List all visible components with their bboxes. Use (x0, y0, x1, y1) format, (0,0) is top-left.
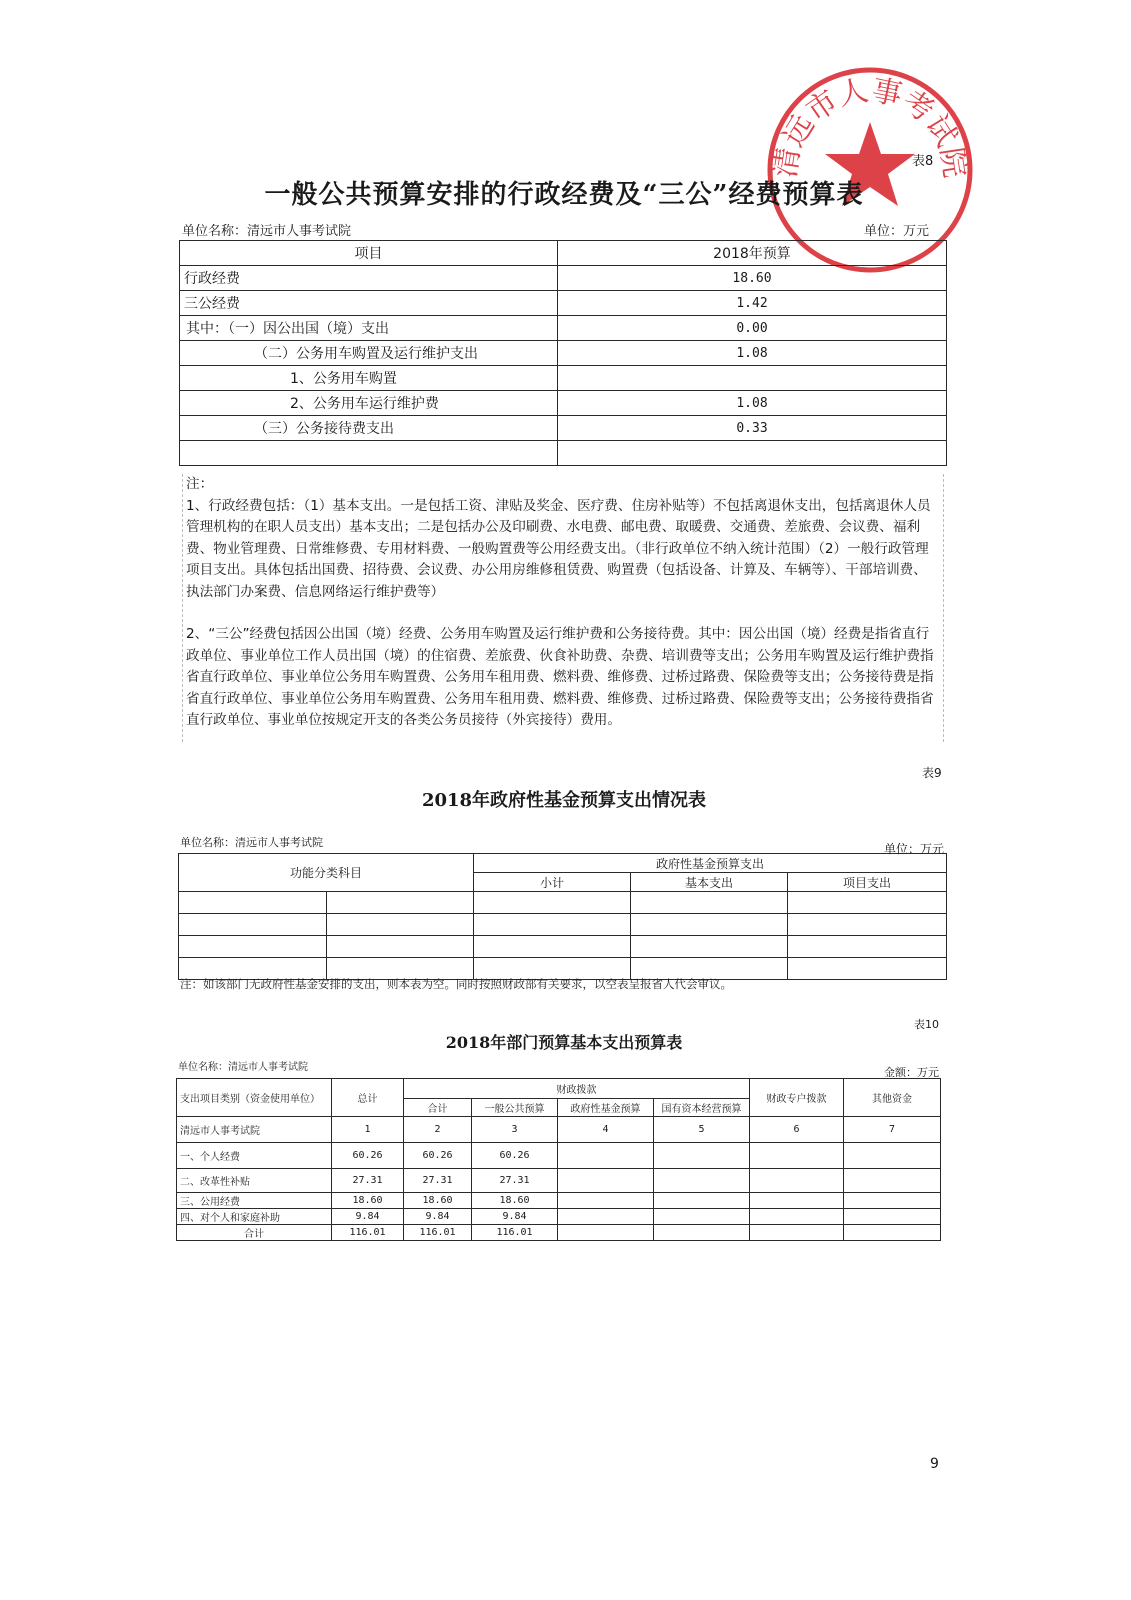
table8-header-row (180, 241, 947, 266)
cell: 27.31 (404, 1169, 472, 1193)
table9-tag: 表9 (922, 766, 942, 780)
notes-label: 注： (186, 476, 214, 492)
cell (654, 1193, 750, 1209)
page-number: 9 (930, 1456, 939, 1472)
row-value: 0.33 (558, 416, 947, 441)
cell: 4 (558, 1117, 654, 1143)
row-label: 四、对个人和家庭补助 (177, 1209, 332, 1225)
table8 (179, 240, 947, 466)
cell (558, 1143, 654, 1169)
table-row (180, 416, 947, 441)
table9-unit: 单位：万元 (884, 842, 945, 856)
table10-title: 2018年部门预算基本支出预算表 (445, 1033, 683, 1052)
row-label: 三、公用经费 (177, 1193, 332, 1209)
cell: 6 (750, 1117, 844, 1143)
table9-header-basic: 基本支出 (631, 873, 788, 892)
row-value (558, 366, 947, 391)
row-value (558, 441, 947, 466)
table-row (180, 391, 947, 416)
cell (654, 1209, 750, 1225)
cell: 116.01 (332, 1225, 404, 1241)
row-value: 0.00 (558, 316, 947, 341)
cell (750, 1169, 844, 1193)
cell: 116.01 (472, 1225, 558, 1241)
table-row (179, 892, 947, 914)
row-label: 二、改革性补贴 (177, 1169, 332, 1193)
cell (750, 1143, 844, 1169)
cell: 18.60 (472, 1193, 558, 1209)
table8-title: 一般公共预算安排的行政经费及“三公”经费预算表 (264, 180, 864, 210)
cell (844, 1225, 941, 1241)
table10-unit-name: 单位名称：清远市人事考试院 (178, 1062, 308, 1073)
row-label: 三公经费 (180, 291, 558, 316)
cell (558, 1209, 654, 1225)
cell (844, 1193, 941, 1209)
table-row (180, 366, 947, 391)
row-label: 一、个人经费 (177, 1143, 332, 1169)
cell: 9.84 (472, 1209, 558, 1225)
cell: 2 (404, 1117, 472, 1143)
table10-tag: 表10 (914, 1018, 939, 1031)
table10-header-special: 财政专户拨款 (750, 1079, 844, 1117)
cell (844, 1143, 941, 1169)
cell: 9.84 (332, 1209, 404, 1225)
table-row (180, 291, 947, 316)
table-row (180, 316, 947, 341)
table-row (177, 1169, 941, 1193)
cell (844, 1209, 941, 1225)
cell (750, 1193, 844, 1209)
table-row (180, 441, 947, 466)
cell (844, 1169, 941, 1193)
cell: 27.31 (332, 1169, 404, 1193)
table9-header-project: 项目支出 (788, 873, 947, 892)
cell (558, 1169, 654, 1193)
table9-header-category: 功能分类科目 (179, 854, 474, 892)
table9-header-subtotal: 小计 (474, 873, 631, 892)
cell: 116.01 (404, 1225, 472, 1241)
cell: 60.26 (472, 1143, 558, 1169)
table-row (177, 1193, 941, 1209)
table9 (178, 853, 947, 980)
table9-title: 2018年政府性基金预算支出情况表 (421, 790, 707, 811)
cell (558, 1193, 654, 1209)
cell (750, 1225, 844, 1241)
row-label: 1、公务用车购置 (180, 366, 558, 391)
row-value: 18.60 (558, 266, 947, 291)
table9-header-group: 政府性基金预算支出 (474, 854, 947, 873)
row-label (180, 441, 558, 466)
row-label: 清远市人事考试院 (177, 1117, 332, 1143)
table-row (180, 266, 947, 291)
notes-paragraph-2: 2、“三公”经费包括因公出国（境）经费、公务用车购置及运行维护费和公务接待费。其中：因公出国（境）经费是指省直行政单位、事业单位工作人员出国（境）的住宿费、差旅费、伙食补助费、杂费、培训费等支出；公务用车购置及运行维护费指省直行政单位、事业单位公务用车购置费、公务用车租用费、燃料费、维修费、过桥过路费、保险费等支出；公务接待费是指省直行政单位、事业单位公务用车购置费、公务用车租用费、燃料费、维修费、过桥过路费、保险费等支出；公务接待费指省直行政单位、事业单位按规定开支的各类公务员接待（外宾接待）费用。 (186, 626, 934, 728)
notes-paragraph-1: 1、行政经费包括：（1）基本支出。一是包括工资、津贴及奖金、医疗费、住房补贴等）不包括离退休支出，包括离退休人员管理机构的在职人员支出）基本支出；二是包括办公及印刷费、水电费、邮电费、取暖费、交通费、差旅费、会议费、福利费、物业管理费、日常维修费、专用材料费、一般购置费等公用经费支出。（非行政单位不纳入统计范围）（2）一般行政管理项目支出。具体包括出国费、招待费、会议费、办公用房维修租赁费、购置费（包括设备、计算及、车辆等）、干部培训费、执法部门办案费、信息网络运行维护费等） (186, 497, 931, 600)
cell (750, 1209, 844, 1225)
row-label: 2、公务用车运行维护费 (180, 391, 558, 416)
table10-header-total: 总计 (332, 1079, 404, 1117)
table9-unit-name: 单位名称：清远市人事考试院 (180, 836, 323, 849)
table8-unit: 单位：万元 (864, 224, 930, 239)
row-label: （二）公务用车购置及运行维护支出 (180, 341, 558, 366)
cell (654, 1225, 750, 1241)
cell: 18.60 (404, 1193, 472, 1209)
cell: 60.26 (332, 1143, 404, 1169)
table10-header-state-capital: 国有资本经营预算 (654, 1099, 750, 1117)
svg-text:清远市人事考试院: 清远市人事考试院 (767, 72, 973, 181)
cell: 27.31 (472, 1169, 558, 1193)
table8-unit-name: 单位名称：清远市人事考试院 (182, 224, 352, 239)
cell (654, 1169, 750, 1193)
cell: 7 (844, 1117, 941, 1143)
table10 (176, 1078, 941, 1241)
table10-header-fiscal: 财政拨款 (404, 1079, 750, 1099)
table8-header-budget: 2018年预算 (558, 241, 947, 266)
cell (654, 1143, 750, 1169)
table-row (177, 1143, 941, 1169)
row-label: 合计 (177, 1225, 332, 1241)
table10-header-category: 支出项目类别（资金使用单位） (177, 1079, 332, 1117)
table10-header-sum: 合计 (404, 1099, 472, 1117)
row-label: （三）公务接待费支出 (180, 416, 558, 441)
cell: 18.60 (332, 1193, 404, 1209)
row-label: 行政经费 (180, 266, 558, 291)
table10-header-fund: 政府性基金预算 (558, 1099, 654, 1117)
table8-notes (182, 474, 944, 742)
table9-note: 注：如该部门无政府性基金安排的支出，则本表为空。同时按照财政部有关要求，以空表呈报省人代会审议。 (180, 977, 732, 991)
cell: 60.26 (404, 1143, 472, 1169)
row-value: 1.08 (558, 341, 947, 366)
cell: 1 (332, 1117, 404, 1143)
table10-unit: 金额：万元 (884, 1066, 939, 1079)
row-value: 1.08 (558, 391, 947, 416)
table10-header-other: 其他资金 (844, 1079, 941, 1117)
table8-header-item: 项目 (180, 241, 558, 266)
table-row (177, 1225, 941, 1241)
table-row (179, 936, 947, 958)
cell (558, 1225, 654, 1241)
row-value: 1.42 (558, 291, 947, 316)
table-row (177, 1209, 941, 1225)
cell: 9.84 (404, 1209, 472, 1225)
cell: 5 (654, 1117, 750, 1143)
table-row (180, 341, 947, 366)
table-row (177, 1117, 941, 1143)
table8-tag: 表8 (912, 154, 934, 169)
cell: 3 (472, 1117, 558, 1143)
row-label: 其中：（一）因公出国（境）支出 (180, 316, 558, 341)
table-row (179, 914, 947, 936)
table10-header-general: 一般公共预算 (472, 1099, 558, 1117)
